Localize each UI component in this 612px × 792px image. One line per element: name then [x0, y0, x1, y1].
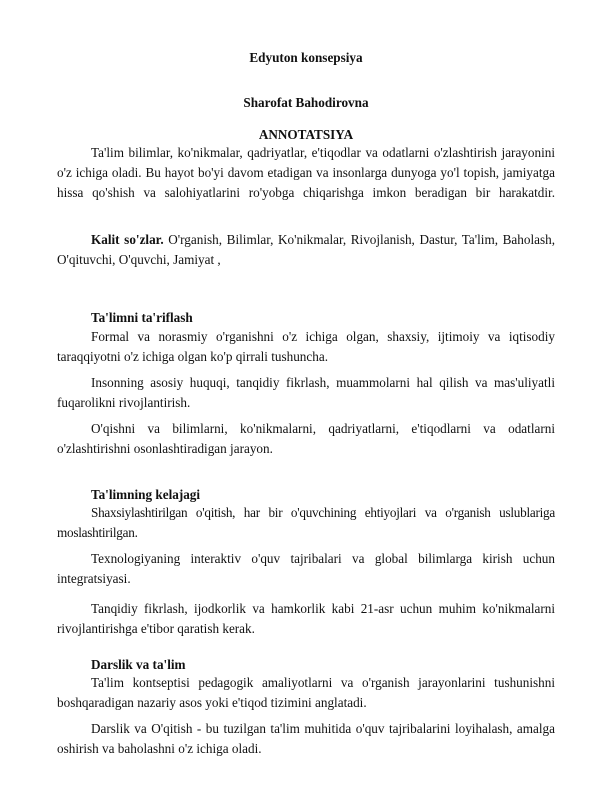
section-paragraph: Shaxsiylashtirilgan o'qitish, har bir o'quvchining ehtiyojlari va o'rganish uslublariga moslashtirilgan. — [57, 505, 555, 540]
section-paragraph: Formal va norasmiy o'rganishni o'z ichiga olgan, shaxsiy, ijtimoiy va iqtisodiy taraqqiyotni o'z ichiga olgan ko'p qirrali tushuncha. — [57, 329, 555, 364]
annotation-heading: ANNOTATSIYA — [258, 127, 354, 142]
section-heading: Darslik va ta'lim — [91, 657, 186, 672]
document-title: Edyuton konsepsiya — [249, 50, 363, 65]
section-heading: Ta'limni ta'riflash — [91, 310, 193, 325]
keywords-list: O'rganish, Bilimlar, Ko'nikmalar, Rivojlanish, Dastur, Ta'lim, Baholash, O'qituvchi, O'quvchi, Jamiyat , — [57, 232, 556, 267]
section-paragraph: Texnologiyaning interaktiv o'quv tajribalari va global bilimlarga kirish uchun integratsiyasi. — [57, 551, 555, 586]
keywords-paragraph — [57, 230, 555, 270]
keywords-label: Kalit so'zlar. — [91, 232, 164, 247]
section-paragraph: O'qishni va bilimlarni, ko'nikmalarni, qadriyatlarni, e'tiqodlarni va odatlarni o'zlashtirishni osonlashtiradigan jarayon. — [57, 421, 555, 456]
section-paragraph: Darslik va O'qitish - bu tuzilgan ta'lim muhitida o'quv tajribalarini loyihalash, amalga oshirish va baholashni o'z ichiga oladi. — [57, 721, 555, 756]
section-paragraph: Ta'lim kontseptisi pedagogik amaliyotlarni va o'rganish jarayonlarini tushunishni boshqaradigan nazariy asos yoki e'tiqod tizimini anglatadi. — [57, 675, 555, 710]
section-heading: Ta'limning kelajagi — [91, 487, 201, 502]
section-paragraph: Tanqidiy fikrlash, ijodkorlik va hamkorlik kabi 21-asr uchun muhim ko'nikmalarni rivojlantirishga e'tibor qaratish kerak. — [57, 601, 555, 636]
section-paragraph: Insonning asosiy huquqi, tanqidiy fikrlash, muammolarni hal qilish va mas'uliyatli fuqarolikni rivojlantirish. — [57, 375, 555, 410]
annotation-paragraph: Ta'lim bilimlar, ko'nikmalar, qadriyatlar, e'tiqodlar va odatlarni o'zlashtirish jarayonini o'z ichiga oladi. Bu hayot bo'yi davom etadigan va insonlarga dunyoga yo'l topish, jamiyatga hissa qo'shish va salohiyatlarini ro'yobga chiqarishga imkon beradigan bir harakatdir. — [57, 145, 555, 200]
author-name: Sharofat Bahodirovna — [243, 95, 369, 110]
